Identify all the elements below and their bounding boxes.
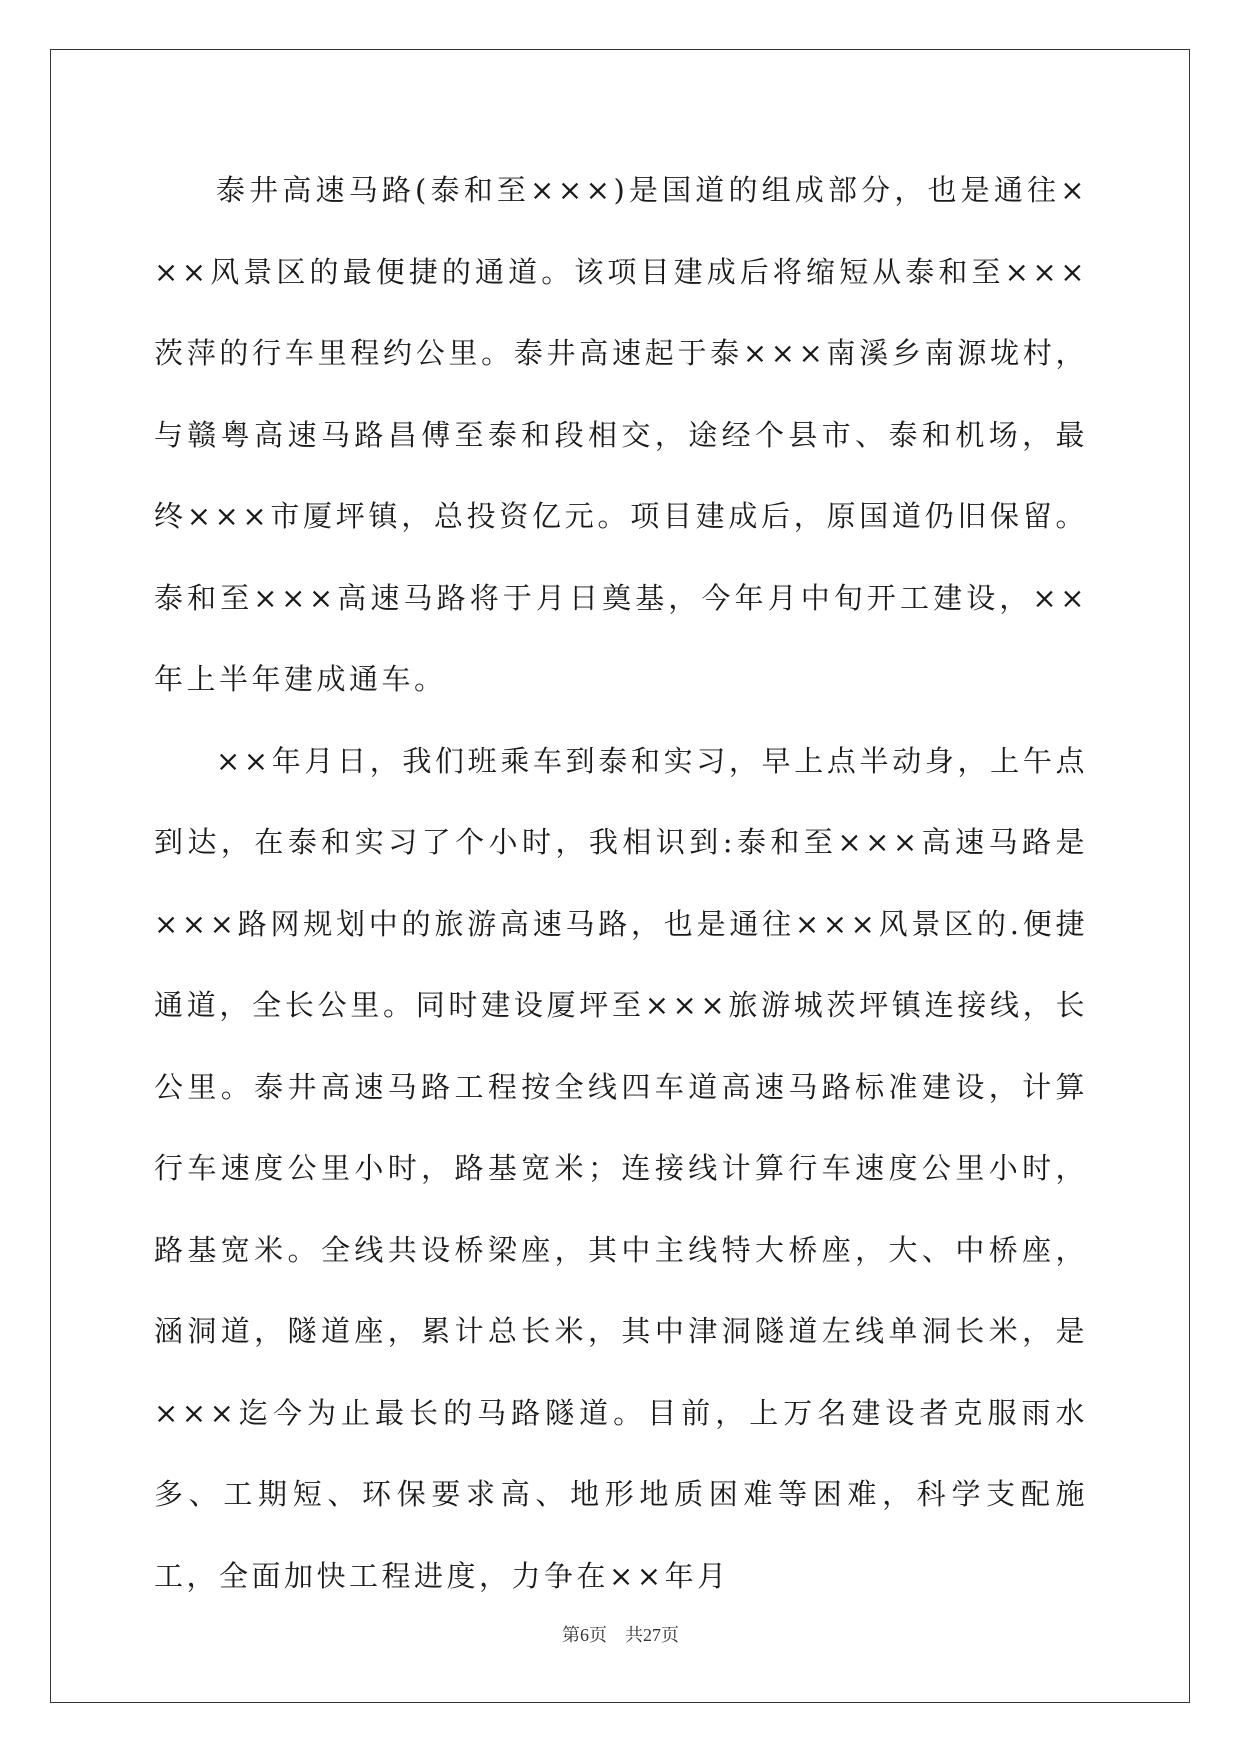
page-number: 第6页 bbox=[562, 1625, 607, 1645]
paragraph-2: ××年月日，我们班乘车到泰和实习，早上点半动身，上午点到达，在泰和实习了个小时，我相识到:泰和至×××高速马路是×××路网规划中的旅游高速马路，也是通往×××风景区的.便捷通道，全长公里。同时建设厦坪至×××旅游城茨坪镇连接线，长公里。泰井高速马路工程按全线四车道高速马路标准建设，计算行车速度公里小时，路基宽米；连接线计算行车速度公里小时，路基宽米。全线共设桥梁座，其中主线特大桥座，大、中桥座，涵洞道，隧道座，累计总长米，其中津洞隧道左线单洞长米，是×××迄今为止最长的马路隧道。目前，上万名建设者克服雨水多、工期短、环保要求高、地形地质困难等困难，科学支配施工，全面加快工程进度，力争在××年月 bbox=[154, 743, 1088, 1593]
page-footer bbox=[0, 1621, 1241, 1647]
paragraph-1: 泰井高速马路(泰和至×××)是国道的组成部分，也是通往×××风景区的最便捷的通道。该项目建成后将缩短从泰和至×××茨萍的行车里程约公里。泰井高速起于泰×××南溪乡南源垅村，与赣粤高速马路昌傅至泰和段相交，途经个县市、泰和机场，最终×××市厦坪镇，总投资亿元。项目建成后，原国道仍旧保留。泰和至×××高速马路将于月日奠基，今年月中旬开工建设，××年上半年建成通车。 bbox=[154, 173, 1088, 696]
document-body bbox=[154, 150, 1088, 1617]
page-total: 共27页 bbox=[625, 1625, 679, 1645]
